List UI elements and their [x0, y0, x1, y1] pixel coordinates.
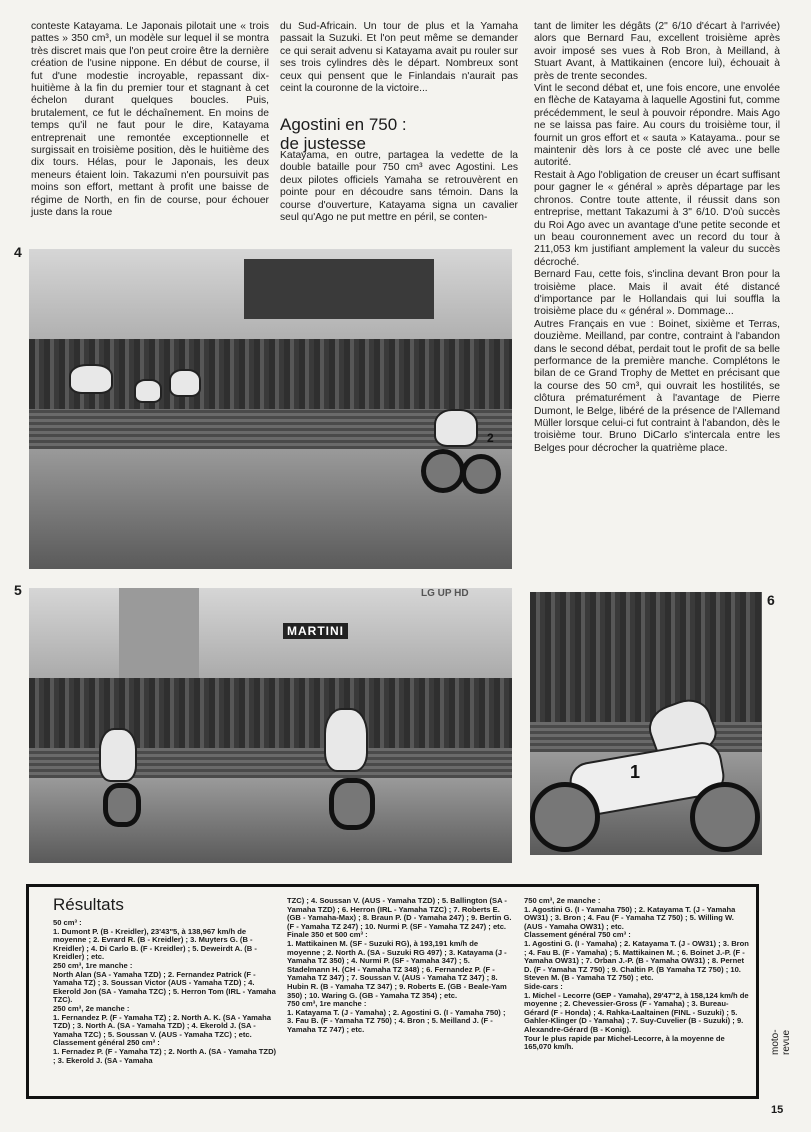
front-wheel — [329, 778, 375, 830]
results-column-1: 50 cm³ : 1. Dumont P. (B - Kreidler), 23'43"5, à 138,967 km/h de moyenne ; 2. Evrard R. (B - Kreidler) ; 3. Muyters G. (B - Kreidler) ; 4. Di Carlo B. (F - Kreidler) ; 5. Deweirdt A. (B - Kreidler) ; etc. 250 cm³, 1re manche : North Alan (SA - Yamaha TZD) ; 2. Fernandez Patrick (F - Yamaha TZ) ; 3. Soussan Victor (AUS - Yamaha TZD) ; 4. Ekerold Jon (SA - Yamaha TZC) ; 5. Herron Tom (IRL - Yamaha TZC). 250 cm³, 2e manche : 1. Fernandez P. (F - Yamaha TZ) ; 2. North A. K. (SA - Yamaha TZD) ; 3. North A. (SA - Yamaha TZD) ; 4. Ekerold J. (SA - Yamaha TZC) ; 5. Soussan V. (AUS - Yamaha TZC) ; etc. Classement général 250 cm³ : 1. Fernadez P. (F - Yamaha TZ) ; 2. North A. (SA - Yamaha TZD) ; 3. Ekerold J. (SA - Yamaha — [53, 918, 277, 1065]
article-column-1: conteste Katayama. Le Japonais pilotait une « trois pattes » 350 cm³, un modèle sur lequel il se montra très discret mais que l'on peut croire être la dernière création de l'usine nippone. En début de course, il fut d'une modestie incroyable, repassant dix-huitième à la fin du premier tour et stagnant à cet échelon durant quelques boucles. Puis, brutalement, ce fut le déchaînement. En moins de temps qu'il ne faut pour le dire, Katayama entreprenait une remontée exceptionnelle et surgissait en troisième position, dès le huitième des dix tours. Hélas, pour le Japonais, les deux meneurs étaient loin. Takazumi n'en poursuivit pas moins son effort, mettant à profit une baisse de régime de North, en fin de course, pour échouer juste dans la roue — [31, 21, 269, 219]
grandstand-roof — [244, 259, 434, 319]
page-number: 15 — [771, 1104, 784, 1116]
rear-wheel — [461, 454, 501, 494]
rear-wheel — [690, 782, 760, 852]
silo — [119, 588, 199, 678]
bike-number: 1 — [630, 762, 641, 782]
results-box — [26, 884, 759, 1099]
results-column-3: 750 cm³, 2e manche : 1. Agostini G. (I - Yamaha 750) ; 2. Katayama T. (J - Yamaha OW31) ; 3. Bron ; 4. Fau (F - Yamaha TZ 750) ; 5. Willing W. (AUS - Yamaha OW31) ; etc. Classement général 750 cm³ : 1. Agostini G. (I - Yamaha) ; 2. Katayama T. (J - OW31) ; 3. Bron ; 4. Fau B. (F - Yamaha) ; 5. Mattikainen M. ; 6. Boinet J.-P. (F - Yamaha OW31) ; 7. Orban J.-P. (B - Yamaha OW31) ; 8. Pernet D. (F - Yamaha TZ 750) ; 9. Chaltin P. (B Yamaha TZ 750) ; 10. Steven M. (B - Yamaha TZ 750) ; etc. Side-cars : 1. Michel - Lecorre (GEP - Yamaha), 29'47"2, à 158,124 km/h de moyenne ; 2. Chevessier-Gross (F - Yamaha) ; 3. Bureau-Gérard (F - Honda) ; 4. Rahka-Laaltainen (FINL - Suzuki) ; 5. Gahler-Klinger (D - Yamaha) ; 7. Suy-Cuvelier (B - Suzuki) ; 9. Alexandre-Gérard (B - Konig). Tour le plus rapide par Michel-Lecorre, à la moyenne de 165,070 km/h. — [524, 896, 749, 1052]
results-title: Résultats — [53, 895, 124, 914]
rider — [324, 708, 368, 772]
article-column-3: tant de limiter les dégâts (2" 6/10 d'écart à l'arrivée) alors que Bernard Fau, excellent troisième après avoir imposé ses vues à Rob Bron, à Meilland, à Stuart Avant, à Mattikainen (encore lui), échouait à près de trente secondes. Vint le second débat et, une fois encore, une envolée en flèche de Katayama à laquelle Agostini fut, comme précédemment, le seul à pouvoir répondre. Mais Ago ne se laissa pas faire. Au cours du troisième tour, il fournit un gros effort et « sauta » Katayama.. pour se maintenir dès lors à ce poste clé avec une belle autorité. Restait à Ago l'obligation de creuser un écart suffisant pour gagner le « général » après départage par les chronos. Contre toute attente, il réussit dans son entreprise, mettant Takazumi à 3" 6/10. D'où succès du Roi Ago avec un avantage d'une petite seconde et un beau couronnement avec un record du tour à 211,053 km justifiant amplement la valeur du succès décroché. Bernard Fau, cette fois, s'inclina devant Bron pour la troisième place. Mais il avait été distancé d'importance par le Hollandais qui lui souffla la troisième place du « général ». Dommage... Autres Français en vue : Boinet, sixième et Terras, douzième. Meilland, par contre, contraint à l'abandon dans le second débat, perdait tout le profit de sa belle performance de la première manche. Complétons le bilan de ce Grand Trophy de Mettet en précisant que la course des 50 cm³, qui ouvrait les hostilités, se clôtura prématurément à l'avantage de Pierre Dumont, le Belge, libéré de la présence de l'Allemand Müller lorsque celui-ci fut contraint à l'abandon, dès le troisième tour. Bruno DiCarlo s'intercala entre les Belges pour décrocher la quatrième place. — [534, 21, 780, 454]
photo-6-leaning-rider — [530, 592, 762, 855]
pack-riders — [69, 364, 113, 394]
bike-number: 2 — [487, 431, 494, 445]
front-wheel — [530, 782, 600, 852]
chasing-rider — [134, 379, 162, 403]
results-column-2: TZC) ; 4. Soussan V. (AUS - Yamaha TZD) ; 5. Ballington (SA - Yamaha TZD) ; 6. Herron (IRL - Yamaha TZC) ; 7. Roberts E. (GB - Yamaha-Max) ; 8. Braun P. (D - Yamaha 247) ; 9. Bertin G. (F - Yamaha TZ 247) ; 10. Nurmi P. (SF - Yamaha TZ 247) ; etc. Finale 350 et 500 cm³ : 1. Mattikainen M. (SF - Suzuki RG), à 193,191 km/h de moyenne ; 2. North A. (SA - Suzuki RG 497) ; 3. Katayama (J - Yamaha TZ 350) ; 4. Nurmi P. (SF - Yamaha 347) ; 5. Stadelmann H. (CH - Yamaha TZ 348) ; 6. Fernandez P. (F - Yamaha TZ 347) ; 7. Soussan V. (AUS - Yamaha TZ 347) ; 8. Hubin R. (B - Yamaha TZ 347) ; 9. Roberts E. (GB - Beale-Yam 350) ; 10. Waring G. (GB - Yamaha TZ 354) ; etc. 750 cm³, 1re manche : 1. Katayama T. (J - Yamaha) ; 2. Agostini G. (I - Yamaha 750) ; 3. Fau B. (F - Yamaha TZ 750) ; 4. Bron ; 5. Meilland J. (F - Yamaha TZ 747) ; etc. — [287, 896, 512, 1034]
martini-sign: MARTINI — [283, 623, 348, 639]
photo-4-race-straight — [29, 249, 512, 569]
article-column-2-top: du Sud-Africain. Un tour de plus et la Yamaha passait la Suzuki. Et l'on peut même se demander ce qui serait advenu si Katayama avait pu rouler sur ses trois cylindres dès le départ. Nombreux sont ceux qui pensent que le Finlandais n'aurait pas ceint la couronne de la victoire... — [280, 21, 518, 95]
photo-4-number: 4 — [14, 244, 22, 260]
front-wheel — [103, 783, 141, 827]
rider — [99, 728, 137, 782]
photo-6-number: 6 — [767, 592, 775, 608]
subheading: Agostini en 750 : de justesse — [280, 115, 407, 153]
watermark: LG UP HD — [421, 588, 469, 599]
article-column-2-bottom: Katayama, en outre, partagea la vedette de la double bataille pour 750 cm³ avec Agostini. Les deux pilotes officiels Yamaha se retrouvèrent en pointe pour en découdre sans témoin. Dans la course d'ouverture, Katayama signa un cavalier seul qu'Ago ne put mettre en péril, se conten- — [280, 150, 518, 224]
photo-5-riders-martini — [29, 588, 512, 863]
front-wheel — [421, 449, 465, 493]
photo-5-number: 5 — [14, 582, 22, 598]
lead-rider — [434, 409, 478, 447]
chasing-rider — [169, 369, 201, 397]
magazine-brand: moto-revue — [770, 1029, 792, 1055]
